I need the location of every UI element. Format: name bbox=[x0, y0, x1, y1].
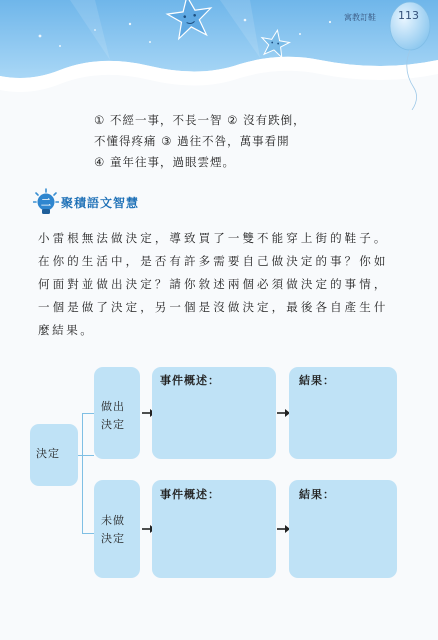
branch-label-not-made: 未做 決定 bbox=[101, 514, 125, 545]
connector bbox=[82, 413, 83, 533]
idiom-list bbox=[94, 110, 424, 173]
section-number: 二 bbox=[41, 198, 51, 209]
connector bbox=[78, 455, 94, 456]
idiom-line: ① 不經一事，不長一智 ② 沒有跌倒， bbox=[94, 113, 306, 127]
event-label: 事件概述： bbox=[160, 488, 220, 501]
root-label: 決定 bbox=[36, 447, 60, 460]
event-label: 事件概述： bbox=[160, 374, 220, 387]
lightbulb-icon bbox=[33, 188, 59, 216]
connector bbox=[82, 413, 94, 414]
idiom-line: 不懂得疼痛 ③ 過往不咎，萬事看開 bbox=[94, 134, 290, 148]
page-header bbox=[0, 0, 438, 110]
result-label: 結果： bbox=[299, 488, 335, 501]
idiom-line: ④ 童年往事，過眼雲煙。 bbox=[94, 155, 235, 169]
result-label: 結果： bbox=[299, 374, 335, 387]
section-title: 聚積語文智慧 bbox=[61, 196, 140, 210]
connector bbox=[82, 533, 94, 534]
instruction-paragraph: 小雷根無法做決定，導致買了一雙不能穿上街的鞋子。在你的生活中，是否有許多需要自己做決定的事？你如何面對並做出決定？請你敘述兩個必須做決定的事情，一個是做了決定，另一個是沒做決定，最後各自產生什麼結果。 bbox=[38, 231, 388, 337]
page-number: 113 bbox=[398, 9, 419, 22]
header-section-label: 寓教訂鞋 bbox=[344, 13, 376, 22]
branch-label-made: 做出 決定 bbox=[101, 400, 125, 431]
